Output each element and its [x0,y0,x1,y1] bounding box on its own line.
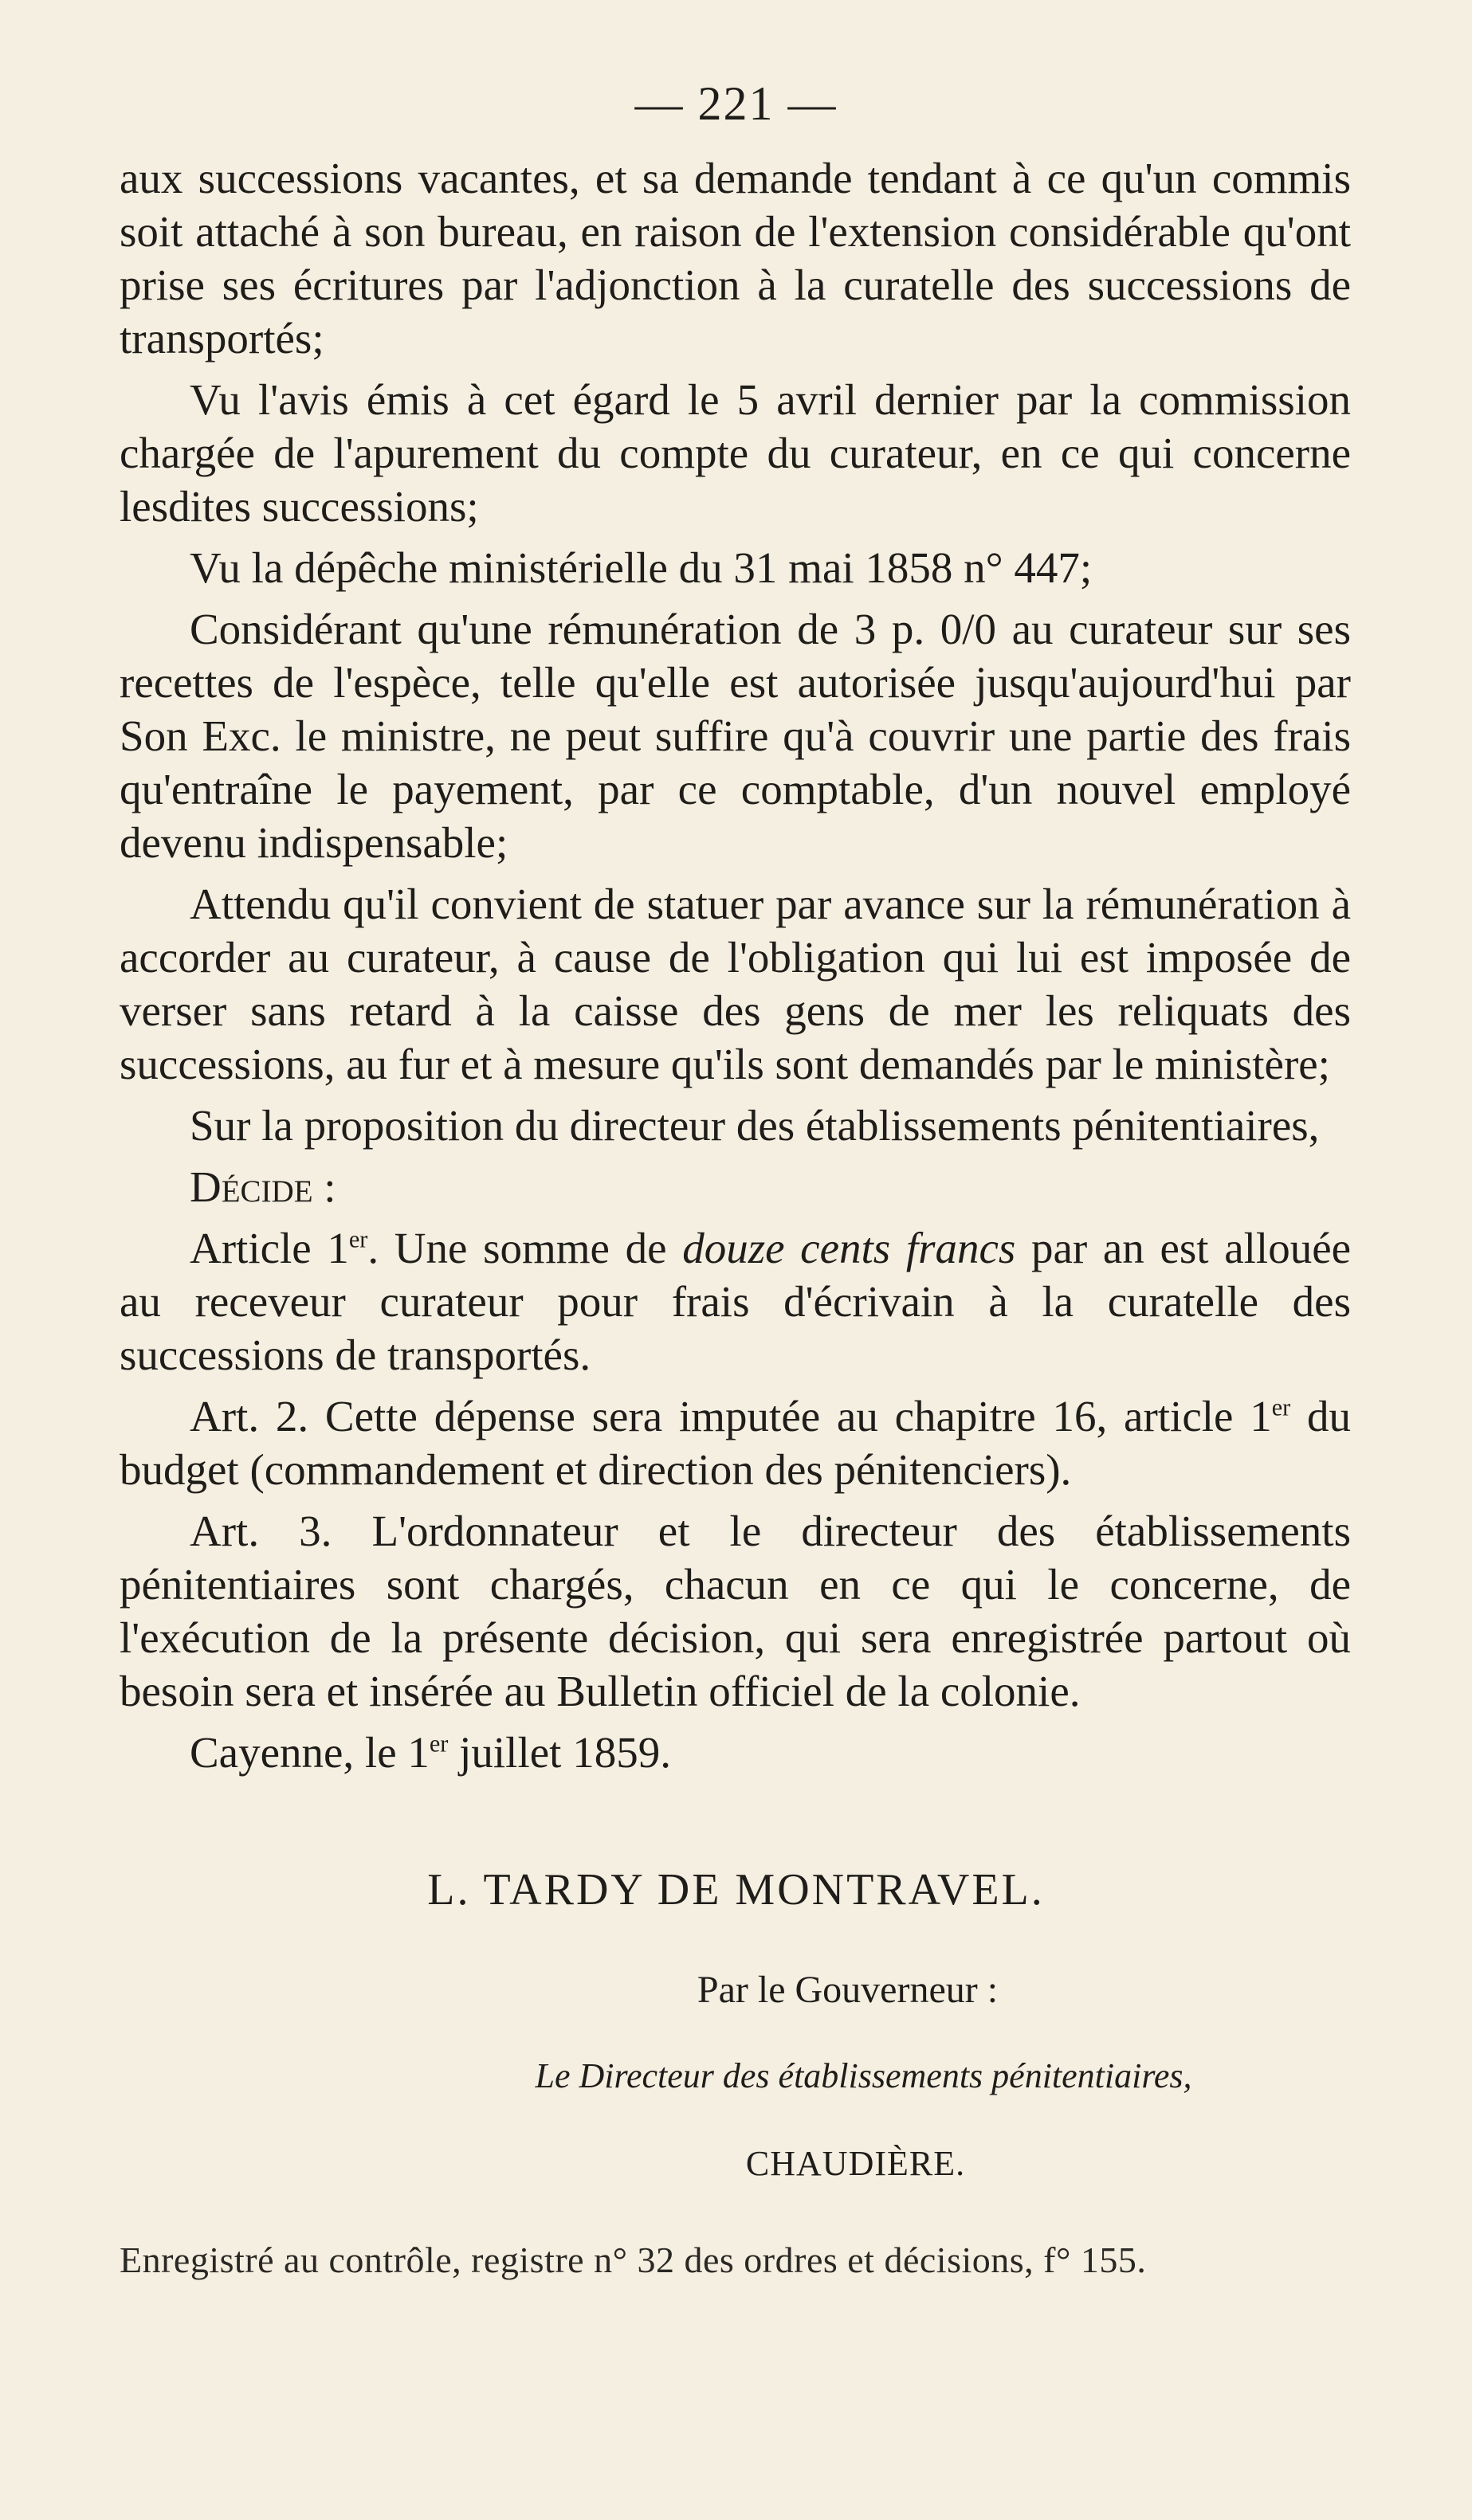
article-1-amount: douze cents francs [682,1224,1016,1272]
article-1 [120,1221,1351,1381]
article-1-sup: er [348,1225,368,1253]
paragraph-avis: Vu l'avis émis à cet égard le 5 avril dernier par la commission chargée de l'apurement du compte du curateur, en ce qui concerne lesdites successions; [120,375,1351,531]
article-1-text-end: par an est allouée au receveur curateur pour frais d'écrivain à la curatelle des successions de transportés. [120,1224,1352,1379]
paragraph-considerant: Considérant qu'une rémunération de 3 p. 0/0 au curateur sur ses recettes de l'espèce, telle qu'elle est autorisée jusqu'aujourd'hui par Son Exc. le ministre, ne peut suffire qu'à couvrir une partie des frais qu'entraîne le payement, par ce comptable, d'un nouvel employé devenu indispensable; [120,605,1351,867]
director-name: CHAUDIÈRE. [745,2144,966,2183]
paragraph-attendu: Attendu qu'il convient de statuer par avance sur la rémunération à accorder au curateur, à cause de l'obligation qui lui est imposée de verser sans retard à la caisse des gens de mer les reliquats des successions, au fur et à mesure qu'ils sont demandés par le ministère; [120,880,1351,1088]
article-2-sup: er [1271,1393,1291,1421]
article-2-text-end: du budget (commandement et direction des pénitenciers). [120,1392,1351,1494]
registration-note: Enregistré au contrôle, registre n° 32 des ordres et décisions, f° 155. [120,2240,1147,2280]
decide-heading: Décide : [190,1162,336,1211]
article-2 [120,1389,1351,1496]
article-1-text-start: . Une somme de [367,1224,683,1272]
article-3: Art. 3. L'ordonnateur et le directeur des établissements pénitentiaires sont chargés, chacun en ce qui le concerne, de l'exécution de la présente décision, qui sera enregistrée partout où besoin sera et insérée au Bulletin officiel de la colonie. [120,1507,1351,1715]
paragraph-successions: aux successions vacantes, et sa demande tendant à ce qu'un commis soit attaché à son bureau, en raison de l'extension considérable qu'ont prise ses écritures par l'adjonction à la curatelle des successions de transportés; [120,154,1351,363]
place-date [120,1726,1351,1779]
place-date-sup: er [429,1730,449,1758]
decision-body [120,151,1351,1779]
page-number: — 221 — [634,77,838,130]
place-date-end: juillet 1859. [448,1728,671,1777]
paragraph-proposition: Sur la proposition du directeur des établissements pénitentiaires, [190,1101,1320,1150]
by-governor-line: Par le Gouverneur : [697,1969,999,2011]
paragraph-depeche: Vu la dépêche ministérielle du 31 mai 1858 n° 447; [190,543,1093,592]
governor-signature: L. TARDY DE MONTRAVEL. [427,1865,1045,1914]
article-2-text-start: Art. 2. Cette dépense sera imputée au chapitre 16, article 1 [190,1392,1272,1440]
article-1-label: Article 1 [190,1224,349,1272]
place-date-start: Cayenne, le 1 [190,1728,430,1777]
director-title: Le Directeur des établissements pénitentiaires, [535,2056,1192,2095]
